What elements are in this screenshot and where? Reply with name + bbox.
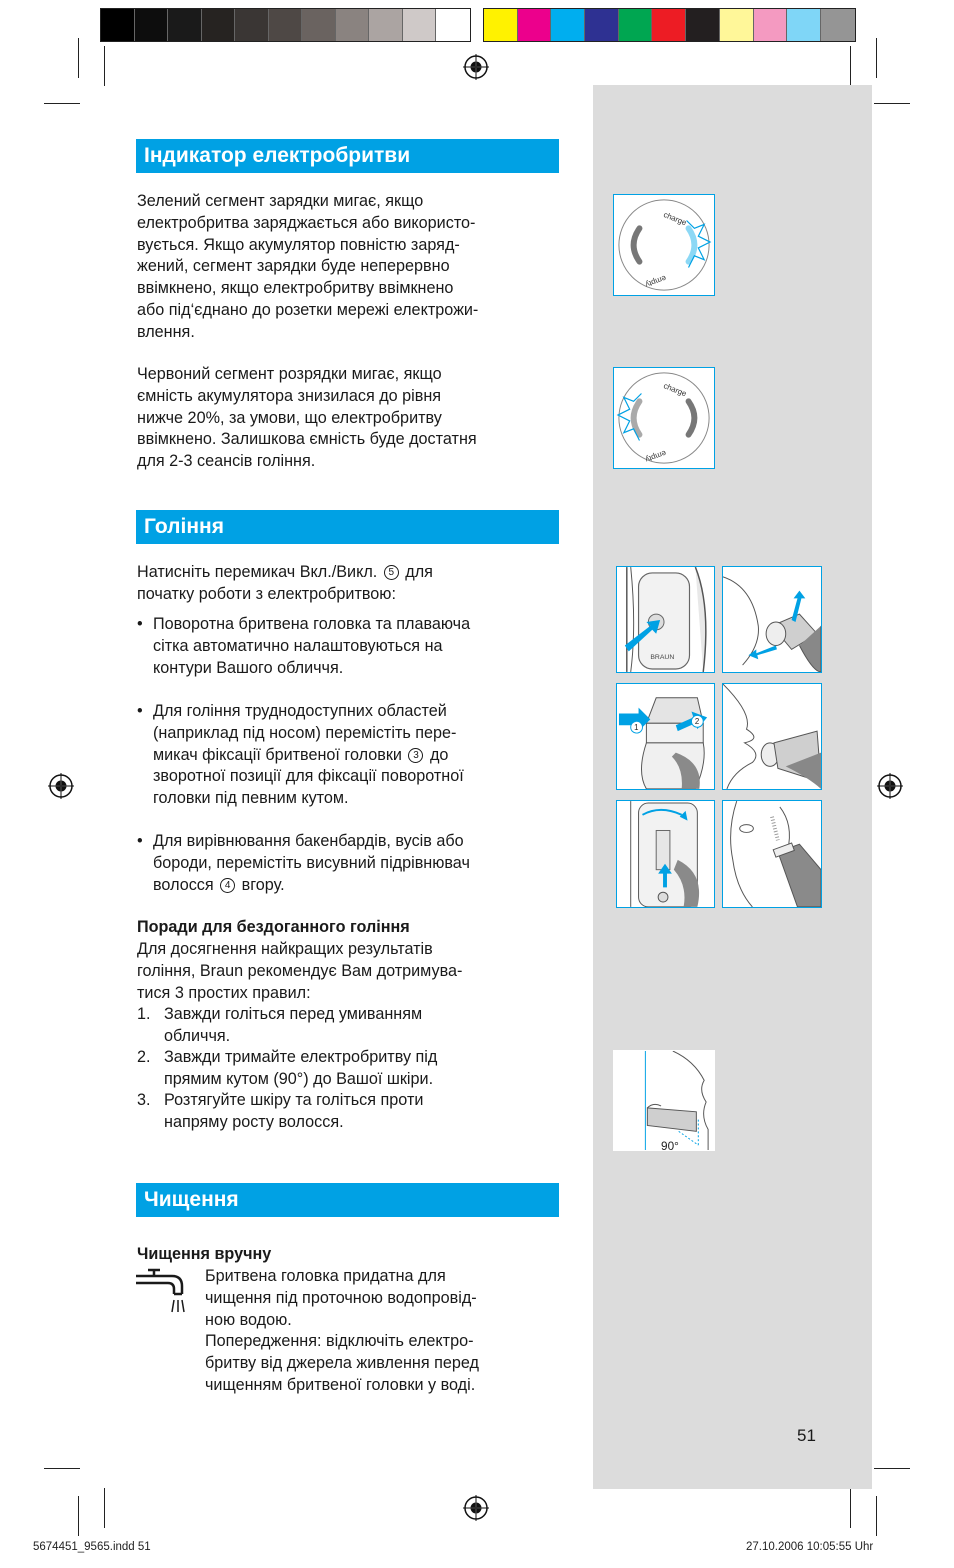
calibration-swatch [369, 9, 403, 41]
crop-mark [876, 1496, 877, 1536]
registration-mark [463, 54, 489, 80]
indicator-charge-paragraph: Зелений сегмент зарядки мигає, якщо електробритва заряджається або використо- вується. Якщо акумулятор повністю заряд- жений, сегмент зарядки буде неперервно ввімкнено, якщо електробритву ввімкнено або під‘єднано до розетки мережі електрожи- влення. [137, 192, 479, 341]
sideburn-trim-figure [722, 800, 822, 908]
registration-mark [48, 773, 74, 799]
calibration-swatch [652, 9, 686, 41]
step-2-label: 2 [694, 717, 700, 727]
calibration-swatch [619, 9, 653, 41]
crop-mark [78, 38, 79, 78]
registration-mark [877, 773, 903, 799]
grayscale-calibration-bar [100, 8, 471, 42]
calibration-swatch [551, 9, 585, 41]
crop-mark [850, 46, 851, 86]
power-switch-figure [616, 566, 715, 673]
pivot-head-figure [722, 566, 822, 673]
calibration-swatch [484, 9, 518, 41]
empty-label: empty [644, 448, 668, 465]
crop-mark [104, 1488, 105, 1528]
manual-cleaning-paragraph: Бритвена головка придатна для чищення під проточною водопровід- ною водою. [205, 1267, 477, 1329]
part-number-badge: 3 [408, 748, 423, 763]
lock-switch-figure [616, 683, 715, 790]
crop-mark [104, 46, 105, 86]
calibration-swatch [518, 9, 552, 41]
brand-label: BRAUN [650, 654, 675, 662]
charge-label: charge [662, 381, 688, 399]
tips-title: Поради для бездоганного гоління [137, 918, 410, 936]
manual-cleaning-title: Чищення вручну [137, 1245, 272, 1263]
part-number-badge: 4 [220, 878, 235, 893]
registration-mark [463, 1495, 489, 1521]
crop-mark [850, 1488, 851, 1528]
crop-mark [44, 103, 80, 104]
calibration-swatch [302, 9, 336, 41]
tips-intro: Для досягнення найкращих результатів гоління, Braun рекомендує Вам дотримува- тися 3 простих правил: [137, 940, 463, 1002]
calibration-swatch [754, 9, 788, 41]
shaving-angle-figure [613, 1050, 715, 1151]
section-heading-shaving: Гоління [136, 510, 559, 544]
calibration-swatch [135, 9, 169, 41]
part-number-badge: 5 [384, 565, 399, 580]
crop-mark [876, 38, 877, 78]
crop-mark [44, 1468, 80, 1469]
calibration-swatch [403, 9, 437, 41]
crop-mark [874, 103, 910, 104]
calibration-swatch [336, 9, 370, 41]
timestamp-slug: 27.10.2006 10:05:55 Uhr [746, 1541, 874, 1553]
shaving-intro-paragraph: Натисніть перемикач Вкл./Викл. 5 для початку роботи з електробритвою: [137, 563, 433, 603]
calibration-swatch [787, 9, 821, 41]
charge-indicator-figure [613, 194, 715, 296]
crop-mark [78, 1496, 79, 1536]
calibration-swatch [436, 9, 470, 41]
indicator-empty-paragraph: Червоний сегмент розрядки мигає, якщо ємність акумулятора знизилася до рівня нижче 20%, за умови, що електробритву ввімкнено. Залишкова ємність буде достатня для 2-3 сеансів гоління. [137, 365, 477, 471]
calibration-swatch [168, 9, 202, 41]
calibration-swatch [720, 9, 754, 41]
empty-indicator-figure [613, 367, 715, 469]
section-heading-indicator: Індикатор електробритви [136, 139, 559, 173]
page-number: 51 [797, 1426, 816, 1445]
color-calibration-bar [483, 8, 856, 42]
angle-label: 90° [661, 1140, 679, 1150]
calibration-swatch [101, 9, 135, 41]
section-heading-cleaning: Чищення [136, 1183, 559, 1217]
calibration-swatch [585, 9, 619, 41]
calibration-swatch [202, 9, 236, 41]
calibration-swatch [235, 9, 269, 41]
under-nose-figure [722, 683, 822, 790]
water-tap-icon [134, 1266, 190, 1316]
calibration-swatch [686, 9, 720, 41]
file-slug: 5674451_9565.indd 51 [33, 1541, 151, 1553]
crop-mark [874, 1468, 910, 1469]
charge-label: charge [662, 210, 688, 228]
cleaning-warning-paragraph: Попередження: відключіть електро- бритву від джерела живлення перед чищенням бритвеної головки у воді. [205, 1332, 479, 1394]
trimmer-figure [616, 800, 715, 908]
empty-label: empty [644, 273, 668, 290]
step-1-label: 1 [634, 723, 639, 733]
calibration-swatch [821, 9, 855, 41]
calibration-swatch [269, 9, 303, 41]
